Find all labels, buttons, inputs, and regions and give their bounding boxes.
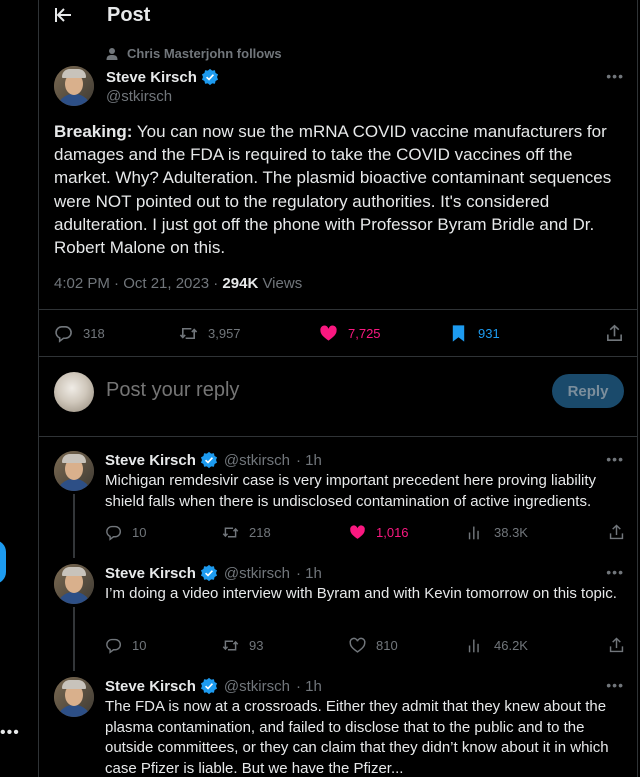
post-text [54, 120, 626, 259]
social-context-text: Chris Masterjohn follows [127, 46, 282, 61]
avatar[interactable] [54, 66, 94, 106]
post-text-lead: Breaking: [54, 122, 133, 141]
reply-tweet[interactable] [39, 677, 638, 777]
more-icon[interactable]: ••• [606, 677, 624, 693]
left-rail [0, 0, 38, 777]
share-button[interactable] [608, 637, 625, 654]
reply-header [105, 564, 322, 582]
verified-badge-icon [200, 564, 218, 582]
views-label: Views [258, 275, 303, 292]
repost-icon [222, 637, 239, 654]
reply-author-handle[interactable]: @stkirsch [223, 677, 290, 695]
divider [39, 356, 638, 357]
reply-input[interactable] [106, 379, 486, 402]
views-icon [467, 524, 484, 541]
avatar[interactable] [54, 451, 94, 491]
compose-button-partial[interactable] [0, 540, 6, 584]
like-icon [319, 324, 338, 343]
author-name-text: Steve Kirsch [106, 68, 197, 86]
reply-text: Michigan remdesivir case is very important precedent here proving liability shield falls when there is undisclosed contamination of active ingredients. [105, 472, 597, 510]
reply-author-handle[interactable]: @stkirsch [223, 564, 290, 582]
repost-button[interactable] [222, 637, 349, 654]
repost-icon [222, 524, 239, 541]
reply-time[interactable]: · 1h [295, 677, 322, 695]
reply-icon [54, 324, 73, 343]
bookmark-count: 931 [478, 325, 500, 341]
reply-header [105, 677, 322, 695]
like-count: 7,725 [348, 325, 381, 341]
reply-actions [105, 635, 625, 655]
more-menu-icon[interactable]: ••• [0, 724, 20, 741]
reply-time[interactable]: · 1h [295, 451, 322, 469]
post-actions [54, 321, 624, 345]
reply-tweet[interactable] [39, 451, 638, 556]
views-count: 38.3K [494, 524, 528, 540]
submit-reply-button[interactable]: Reply [552, 374, 624, 408]
reply-author-handle[interactable]: @stkirsch [223, 451, 290, 469]
author-handle[interactable]: @stkirsch [106, 88, 173, 105]
reply-text: The FDA is now at a crossroads. Either they admit that they knew about the plasma contamination, and failed to disclose that to the public and to the outside committees, or they can claim that they didn’t know about it in which case Pfizer is liable. But we have the Pfizer... [105, 698, 609, 777]
bookmark-icon [449, 324, 468, 343]
more-icon[interactable]: ••• [606, 564, 624, 580]
share-icon [605, 324, 624, 343]
more-icon[interactable]: ••• [606, 68, 624, 84]
post-column [38, 0, 638, 777]
back-arrow-icon[interactable] [53, 5, 73, 25]
post-text-body: You can now sue the mRNA COVID vaccine manufacturers for damages and the FDA is required to take the COVID vaccines off the market. Why? Adulteration. The plasmid bioactive contaminant sequences were NOT pointed out to the regulatory authorities. It's considered adulteration. I just got off the phone with Professor Byram Bridle and Dr. Robert Malone on this. [54, 122, 612, 258]
verified-badge-icon [201, 68, 219, 86]
reply-header [105, 451, 322, 469]
reply-count: 318 [83, 325, 105, 341]
verified-badge-icon [200, 451, 218, 469]
views-icon [467, 637, 484, 654]
like-icon [349, 637, 366, 654]
avatar[interactable] [54, 372, 94, 412]
post-timestamp[interactable]: 4:02 PM · Oct 21, 2023 · [54, 275, 223, 292]
views-button[interactable] [467, 637, 587, 654]
like-button[interactable] [319, 324, 449, 343]
verified-badge-icon [200, 677, 218, 695]
reply-button[interactable] [105, 524, 222, 541]
reply-icon [105, 524, 122, 541]
repost-count: 3,957 [208, 325, 241, 341]
repost-icon [179, 324, 198, 343]
avatar[interactable] [54, 564, 94, 604]
like-icon [349, 524, 366, 541]
reply-count: 10 [132, 637, 147, 653]
more-icon[interactable]: ••• [606, 451, 624, 467]
reply-tweet[interactable] [39, 564, 638, 664]
social-context[interactable] [105, 46, 282, 61]
reply-author-name[interactable]: Steve Kirsch [105, 677, 196, 695]
views-count: 294K [222, 275, 259, 292]
avatar[interactable] [54, 677, 94, 717]
like-count: 1,016 [376, 524, 409, 540]
repost-count: 93 [249, 637, 264, 653]
share-button[interactable] [605, 324, 624, 343]
reply-icon [105, 637, 122, 654]
reply-count: 10 [132, 524, 147, 540]
like-count: 810 [376, 637, 398, 653]
divider [39, 309, 638, 310]
repost-count: 218 [249, 524, 271, 540]
page-title: Post [107, 3, 151, 26]
post-meta [54, 275, 302, 292]
views-count: 46.2K [494, 637, 528, 653]
post-author [54, 66, 624, 108]
reply-button[interactable] [54, 324, 179, 343]
reply-button[interactable] [105, 637, 222, 654]
share-icon [608, 637, 625, 654]
reply-time[interactable]: · 1h [295, 564, 322, 582]
repost-button[interactable] [179, 324, 319, 343]
top-bar [39, 0, 637, 30]
bookmark-button[interactable] [449, 324, 594, 343]
person-icon [105, 47, 119, 61]
reply-text: I’m doing a video interview with Byram and with Kevin tomorrow on this topic. [105, 585, 617, 602]
share-icon [608, 524, 625, 541]
divider [39, 436, 638, 437]
reply-composer [54, 372, 624, 414]
views-button[interactable] [467, 524, 587, 541]
like-button[interactable] [349, 524, 467, 541]
reply-author-name[interactable]: Steve Kirsch [105, 564, 196, 582]
like-button[interactable] [349, 637, 467, 654]
reply-author-name[interactable]: Steve Kirsch [105, 451, 196, 469]
repost-button[interactable] [222, 524, 349, 541]
reply-actions [105, 522, 625, 542]
author-name[interactable] [106, 68, 219, 86]
share-button[interactable] [608, 524, 625, 541]
